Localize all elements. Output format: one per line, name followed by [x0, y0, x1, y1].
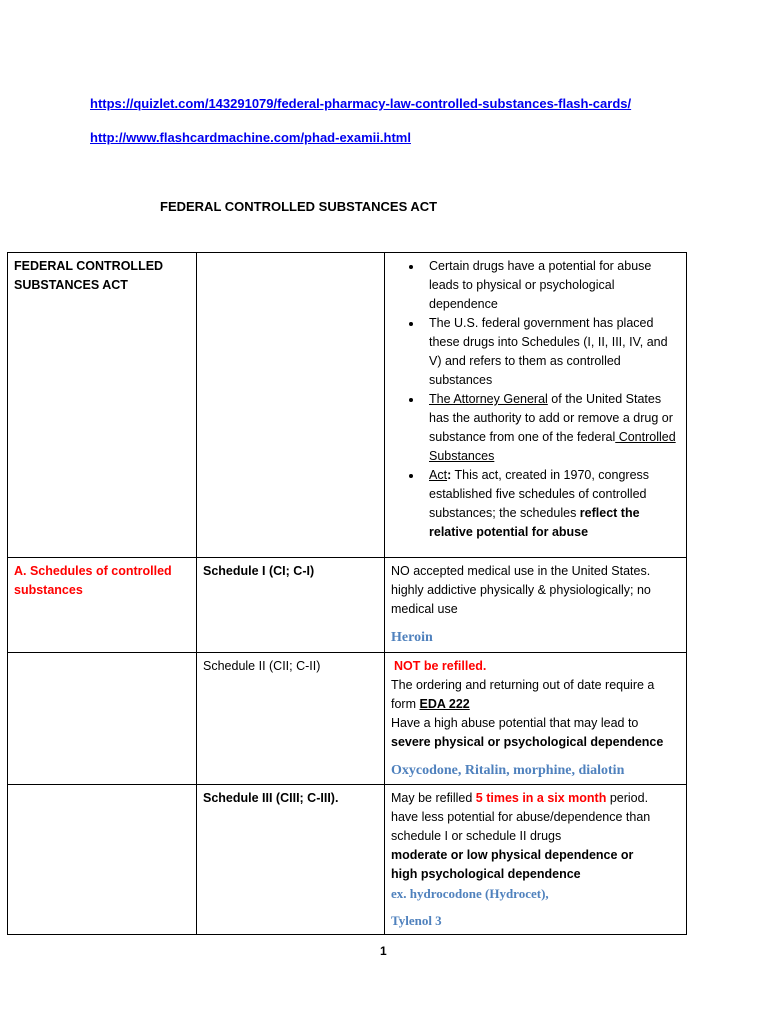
table-row [8, 558, 687, 653]
schedule-iii-description [385, 785, 687, 935]
schedule-i-description [385, 558, 687, 653]
example-drugs: Tylenol 3 [391, 913, 442, 928]
text-span: May be refilled [391, 791, 476, 805]
refill-rule: NOT be refilled. [394, 659, 487, 673]
page-number: 1 [380, 944, 387, 958]
act-label-cell: FEDERAL CONTROLLED SUBSTANCES ACT [8, 253, 197, 558]
text-line [391, 789, 680, 808]
table-row [8, 253, 687, 558]
bullet-text: The U.S. federal government has placed these drugs into Schedules (I, II, III, IV, and V) and refers to them as controlled substances [429, 316, 668, 387]
bullet-text: Certain drugs have a potential for abuse leads to physical or psychological dependence [429, 259, 652, 311]
example-drugs: Oxycodone, Ritalin, morphine, dialotin [391, 763, 625, 778]
text-line: have less potential for abuse/dependence than schedule I or schedule II drugs [391, 810, 651, 843]
text-line: highly addictive physically & physiologically; no medical use [391, 583, 651, 616]
text-line [391, 676, 680, 714]
form-name: EDA 222 [419, 697, 470, 711]
schedule-iii-cell: Schedule III (CIII; C-III). [197, 785, 385, 935]
empty-cell [8, 785, 197, 935]
text-span: The ordering and returning out of date require a form [391, 678, 655, 711]
act-bullet-list [391, 257, 680, 542]
table-row [8, 785, 687, 935]
empty-cell [8, 653, 197, 785]
controlled-substances-text: Controlled Substances [429, 430, 676, 463]
list-item [423, 314, 680, 390]
quizlet-link[interactable]: https://quizlet.com/143291079/federal-pharmacy-law-controlled-substances-flash-cards/ [90, 96, 632, 111]
schedule-ii-cell: Schedule II (CII; C-II) [197, 653, 385, 785]
example-drugs: Heroin [391, 630, 433, 645]
example-drugs: ex. hydrocodone (Hydrocet), [391, 886, 549, 901]
text-line-bold: severe physical or psychological dependence [391, 735, 664, 749]
empty-cell [197, 253, 385, 558]
table-row [8, 653, 687, 785]
document-title: FEDERAL CONTROLLED SUBSTANCES ACT [160, 199, 438, 214]
bullet-bold-text: reflect the relative potential for abuse [429, 506, 640, 539]
text-line-bold: high psychological dependence [391, 867, 581, 881]
text-line: Have a high abuse potential that may lead to [391, 716, 639, 730]
act-text: Act [429, 468, 448, 482]
text-line-bold: moderate or low physical dependence or [391, 848, 634, 862]
list-item [423, 466, 680, 542]
bullet-text: This act, created in 1970, congress established five schedules of controlled substances; the schedules [429, 468, 650, 520]
list-item [423, 257, 680, 314]
text-span: period. [606, 791, 649, 805]
bullet-text: of the United States has the authority to add or remove a drug or substance from one of the federal [429, 392, 673, 444]
schedules-table [7, 252, 687, 935]
text-line: NO accepted medical use in the United States. [391, 564, 651, 578]
act-description-cell [385, 253, 687, 558]
section-heading-cell: A. Schedules of controlled substances [8, 558, 197, 653]
schedule-i-cell: Schedule I (CI; C-I) [197, 558, 385, 653]
flashcardmachine-link[interactable]: http://www.flashcardmachine.com/phad-examii.html [90, 130, 411, 145]
schedule-ii-description [385, 653, 687, 785]
colon-text: : [447, 468, 452, 482]
attorney-general-text: The Attorney General [429, 392, 548, 406]
refill-limit: 5 times in a six month [475, 791, 607, 805]
list-item [423, 390, 680, 466]
